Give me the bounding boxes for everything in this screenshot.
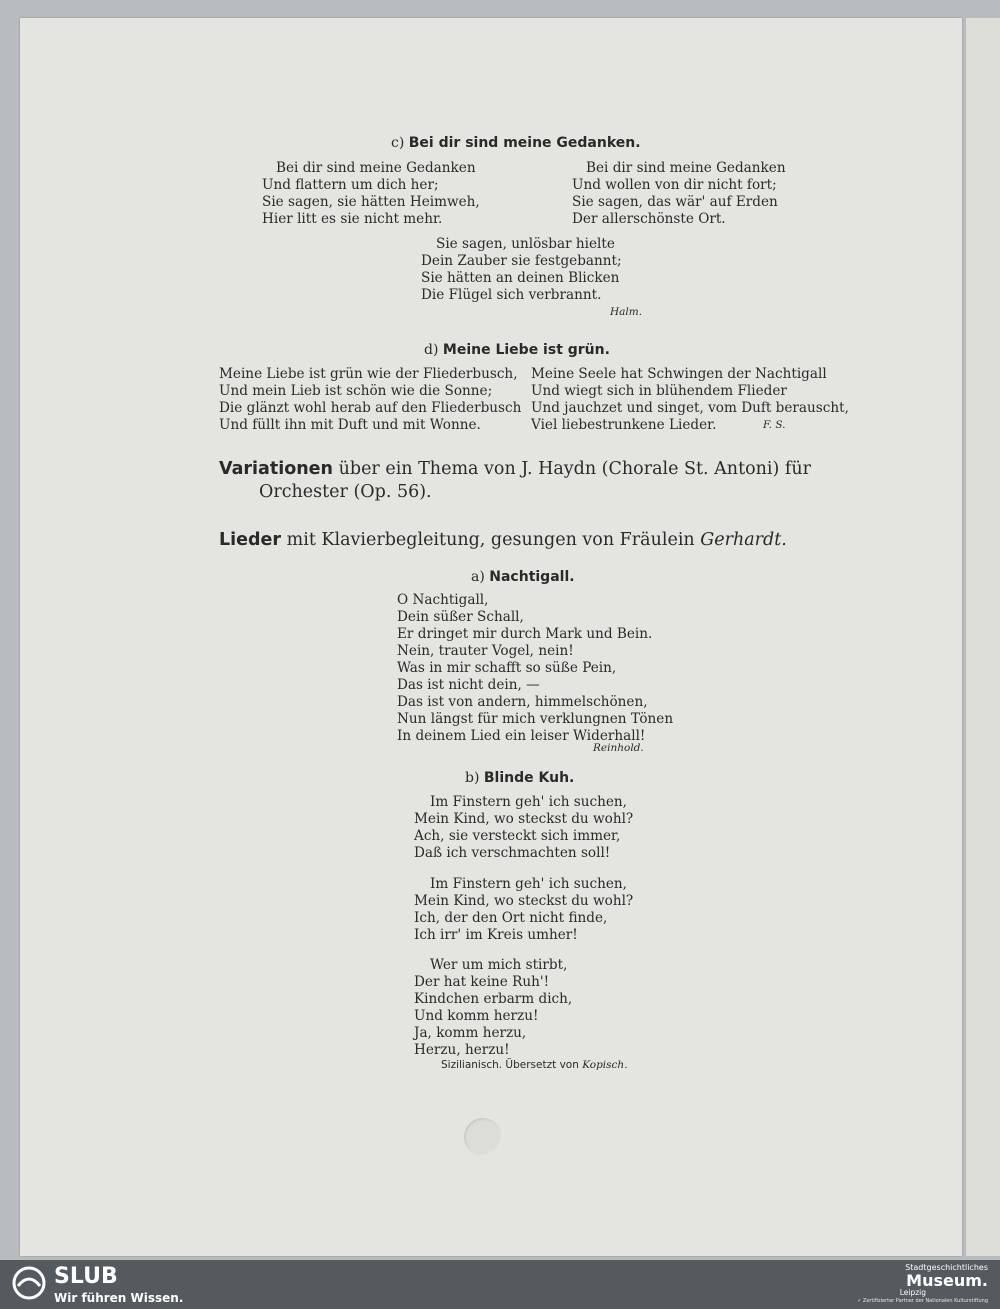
verse-line: Der allerschönste Ort. — [572, 211, 726, 227]
verse-line: Nein, trauter Vogel, nein! — [397, 643, 574, 659]
verse-line: Mein Kind, wo steckst du wohl? — [414, 811, 634, 827]
song-a-heading — [471, 569, 575, 585]
verse-line: Ich, der den Ort nicht finde, — [414, 910, 608, 926]
verse-line: Dein süßer Schall, — [397, 609, 524, 625]
poem-d-right-stanza — [531, 366, 849, 434]
verse-line: Im Finstern geh' ich suchen, — [430, 876, 627, 892]
verse-line: Meine Liebe ist grün wie der Fliederbusch, — [219, 366, 518, 382]
verse-line: Bei dir sind meine Gedanken — [586, 160, 786, 176]
song-b-heading — [465, 770, 574, 786]
verse-line: Und wollen von dir nicht fort; — [572, 177, 777, 193]
museum-note-text: Zertifizierter Partner der Nationalen Kulturstiftung — [862, 1298, 988, 1304]
song-a-heading-prefix: a) — [471, 569, 485, 585]
verse-line: Und wiegt sich in blühendem Flieder — [531, 383, 787, 399]
verse-line: Das ist nicht dein, — — [397, 677, 540, 693]
verse-line: Dein Zauber sie festgebannt; — [421, 253, 622, 269]
song-b-heading-prefix: b) — [465, 770, 480, 786]
poem-d-left-stanza — [219, 366, 521, 434]
lieder-title: Lieder — [219, 530, 282, 550]
verse-line: Der hat keine Ruh'! — [414, 974, 550, 990]
poem-d-author: F. S. — [763, 419, 786, 431]
song-b-credit — [441, 1059, 628, 1071]
verse-line: Nun längst für mich verklungnen Tönen — [397, 711, 674, 727]
poem-c-heading-prefix: c) — [391, 135, 405, 151]
verse-line: Herzu, herzu! — [414, 1042, 510, 1058]
poem-d-heading-text: Meine Liebe ist grün. — [442, 342, 610, 358]
verse-line: Sie sagen, sie hätten Heimweh, — [262, 194, 480, 210]
poem-d-heading-prefix: d) — [424, 342, 439, 358]
verse-line: Und mein Lieb ist schön wie die Sonne; — [219, 383, 493, 399]
song-b-stanza-1 — [414, 794, 633, 862]
song-a-author: Reinhold. — [593, 742, 644, 754]
lieder-entry — [219, 529, 787, 552]
verse-line: Wer um mich stirbt, — [430, 957, 568, 973]
verse-line: Mein Kind, wo steckst du wohl? — [414, 893, 634, 909]
song-a-text — [397, 592, 673, 745]
museum-label-note: ✓ Zertifizierter Partner der Nationalen Kulturstiftung — [857, 1298, 988, 1304]
verse-line: Die glänzt wohl herab auf den Fliederbusch — [219, 400, 522, 416]
lieder-singer: Gerhardt. — [700, 530, 787, 550]
poem-c-right-stanza — [572, 160, 786, 228]
poem-c-heading — [391, 135, 641, 151]
verse-line: Im Finstern geh' ich suchen, — [430, 794, 627, 810]
verse-line: Hier litt es sie nicht mehr. — [262, 211, 443, 227]
verse-line: In deinem Lied ein leiser Widerhall! — [397, 728, 646, 744]
poem-c-left-stanza — [262, 160, 480, 228]
verse-line: Daß ich verschmachten soll! — [414, 845, 611, 861]
song-b-stanza-2 — [414, 876, 633, 944]
song-b-heading-text: Blinde Kuh. — [483, 770, 575, 786]
embossed-stamp — [464, 1118, 502, 1156]
verse-line: Sie sagen, das wär' auf Erden — [572, 194, 778, 210]
verse-line: Kindchen erbarm dich, — [414, 991, 573, 1007]
poem-d-heading — [424, 342, 610, 358]
museum-label-top: Stadtgeschichtliches — [905, 1263, 988, 1272]
verse-line: Ja, komm herzu, — [414, 1025, 527, 1041]
verse-line: Und flattern um dich her; — [262, 177, 439, 193]
song-b-stanza-3 — [414, 957, 572, 1059]
song-b-credit-prefix: Sizilianisch. Übersetzt von — [441, 1059, 579, 1071]
lieder-description: mit Klavierbegleitung, gesungen von Fräulein — [286, 530, 695, 550]
song-a-heading-text: Nachtigall. — [489, 569, 575, 585]
song-b-credit-author: Kopisch. — [582, 1059, 628, 1071]
slub-tagline: Wir führen Wissen. — [54, 1291, 184, 1305]
verse-line: Und komm herzu! — [414, 1008, 539, 1024]
verse-line: Was in mir schafft so süße Pein, — [397, 660, 617, 676]
verse-line: O Nachtigall, — [397, 592, 489, 608]
poem-c-author: Halm. — [610, 306, 643, 318]
verse-line: Ich irr' im Kreis umher! — [414, 927, 578, 943]
verse-line: Die Flügel sich verbrannt. — [421, 287, 602, 303]
museum-label-city: Leipzig — [899, 1288, 926, 1297]
variationen-entry — [219, 458, 811, 504]
variationen-title: Variationen — [219, 459, 334, 479]
verse-line: Sie hätten an deinen Blicken — [421, 270, 620, 286]
variationen-opus: Orchester (Op. 56). — [259, 482, 432, 502]
verse-line: Bei dir sind meine Gedanken — [276, 160, 476, 176]
poem-c-center-stanza — [421, 236, 622, 304]
slub-brand: SLUB — [54, 1264, 118, 1289]
slub-logo-icon — [12, 1266, 46, 1300]
verse-line: Meine Seele hat Schwingen der Nachtigall — [531, 366, 827, 382]
verse-line: Und füllt ihn mit Duft und mit Wonne. — [219, 417, 481, 433]
verse-line: Das ist von andern, himmelschönen, — [397, 694, 648, 710]
verse-line: Ach, sie versteckt sich immer, — [414, 828, 621, 844]
poem-c-heading-text: Bei dir sind meine Gedanken. — [408, 135, 641, 151]
verse-line: Viel liebestrunkene Lieder. — [531, 417, 717, 433]
variationen-description: über ein Thema von J. Haydn (Chorale St. Antoni) für — [338, 459, 812, 479]
verse-line: Er dringet mir durch Mark und Bein. — [397, 626, 653, 642]
adjacent-page-edge — [966, 18, 1000, 1256]
verse-line: Sie sagen, unlösbar hielte — [436, 236, 615, 252]
verse-line: Und jauchzet und singet, vom Duft berauscht, — [531, 400, 849, 416]
museum-label-name: Museum. — [906, 1271, 988, 1290]
